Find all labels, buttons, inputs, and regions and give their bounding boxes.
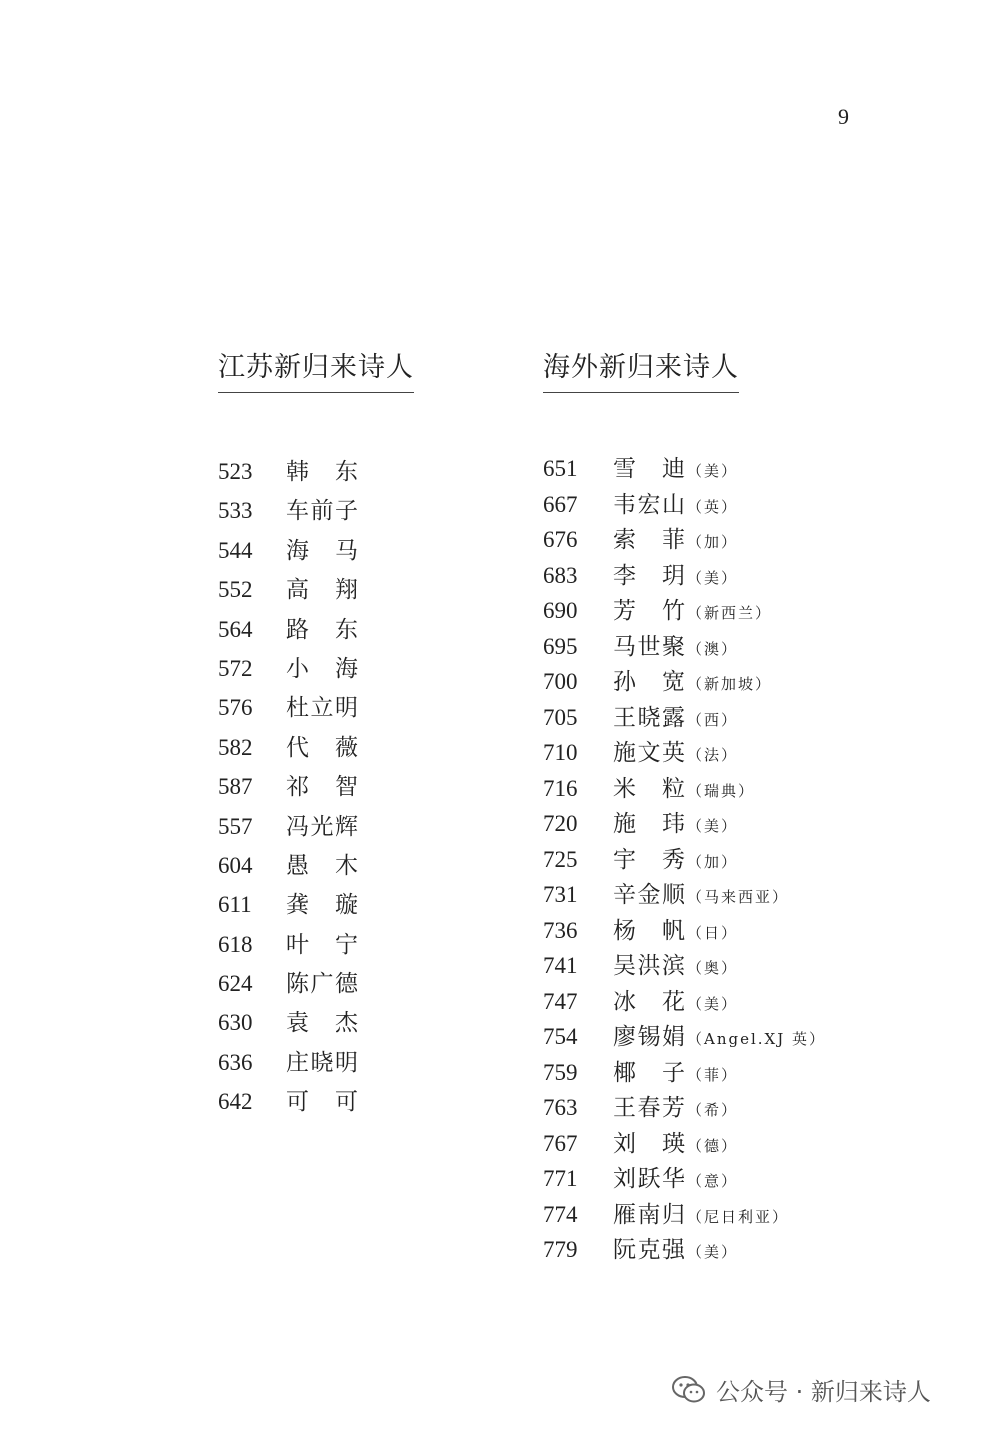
poet-entry (543, 1054, 826, 1090)
poet-country: （美） (687, 994, 739, 1013)
poet-entry (218, 453, 358, 492)
poet-name: 海马 (286, 537, 358, 564)
poet-entry (543, 1125, 826, 1161)
poet-name: 王晓露 (613, 704, 685, 731)
poet-number: 725 (543, 846, 578, 872)
poet-number: 576 (218, 695, 253, 721)
poet-number: 700 (543, 669, 578, 694)
poet-country: （美） (687, 1243, 739, 1261)
poet-name: 刘跃华 (613, 1166, 685, 1192)
poet-number: 779 (543, 1237, 578, 1262)
poet-number: 651 (543, 456, 578, 481)
poet-number: 564 (218, 616, 253, 642)
poet-name: 王春芳 (613, 1095, 685, 1121)
poet-name: 龚璇 (286, 892, 358, 919)
poet-country: （菲） (687, 1065, 739, 1084)
poet-number: 604 (218, 852, 253, 878)
poet-country: （奥） (687, 959, 739, 977)
poet-country: （新西兰） (687, 604, 773, 622)
poet-number: 767 (543, 1130, 578, 1156)
poet-entry (543, 486, 826, 522)
poet-name: 代薇 (286, 734, 358, 761)
poet-number: 582 (218, 734, 253, 760)
poet-name: 孙宽 (613, 669, 685, 695)
poet-country: （法） (687, 746, 739, 764)
poet-entry (543, 1018, 826, 1054)
poet-entry (543, 699, 826, 735)
poet-number: 695 (543, 633, 578, 659)
poet-entry (543, 557, 826, 593)
poet-name: 索菲 (613, 527, 685, 553)
poet-name: 韦宏山 (613, 491, 685, 518)
poet-number: 676 (543, 527, 578, 552)
poet-entry (218, 847, 358, 886)
poet-name: 吴洪滨 (613, 953, 685, 979)
poet-name: 辛金顺 (613, 882, 685, 908)
poet-country: （加） (687, 852, 739, 871)
poet-country: （意） (687, 1172, 739, 1190)
poet-number: 624 (218, 971, 253, 997)
poet-name: 陈广德 (286, 971, 358, 998)
poet-number: 611 (218, 892, 252, 918)
poet-name: 杜立明 (286, 695, 358, 722)
poet-country: （加） (687, 533, 739, 551)
poet-country: （澳） (687, 639, 739, 658)
poet-name: 雪迪 (613, 456, 685, 482)
poet-entry (543, 1196, 826, 1232)
jiangsu-title: 江苏新归来诗人 (218, 345, 414, 393)
poet-entry (543, 734, 826, 770)
poet-number: 716 (543, 775, 578, 801)
poet-entry (543, 1089, 826, 1125)
poet-entry (543, 770, 826, 806)
overseas-title: 海外新归来诗人 (543, 345, 739, 393)
poet-country: （马来西亚） (687, 888, 790, 906)
poet-name: 刘瑛 (613, 1130, 685, 1157)
poet-number: 523 (218, 459, 253, 484)
poet-name: 米粒 (613, 775, 685, 802)
poet-entry (543, 912, 826, 948)
poet-entry (218, 571, 358, 610)
poet-name: 愚木 (286, 852, 358, 879)
poet-entry (543, 876, 826, 912)
poet-number: 690 (543, 598, 578, 623)
poet-number: 572 (218, 655, 253, 681)
poet-name: 小海 (286, 655, 358, 682)
poet-entry (543, 805, 826, 841)
poet-entry (218, 689, 358, 728)
poet-number: 557 (218, 813, 253, 839)
poet-entry (218, 492, 358, 531)
poet-entry (218, 1083, 358, 1122)
poet-entry (543, 628, 826, 664)
poet-entry (543, 1231, 826, 1267)
poet-country: （西） (687, 710, 739, 729)
poet-name: 雁南归 (613, 1201, 685, 1228)
poet-number: 636 (218, 1049, 253, 1075)
poet-number: 683 (543, 562, 578, 588)
poet-name: 椰子 (613, 1059, 685, 1086)
poet-number: 667 (543, 491, 578, 517)
poet-number: 754 (543, 1024, 578, 1049)
overseas-poet-list (543, 450, 826, 1267)
poet-country: （美） (687, 568, 739, 587)
poet-number: 587 (218, 774, 253, 800)
poet-number: 720 (543, 811, 578, 836)
poet-country: （Angel.XJ 英） (687, 1030, 826, 1048)
poet-entry (543, 947, 826, 983)
poet-entry (218, 532, 358, 571)
poet-number: 759 (543, 1059, 578, 1085)
poet-entry (543, 983, 826, 1019)
jiangsu-section (218, 345, 414, 1116)
poet-name: 车前子 (286, 498, 358, 525)
poet-number: 544 (218, 537, 253, 563)
poet-name: 冯光辉 (286, 813, 358, 840)
poet-country: （尼日利亚） (687, 1207, 790, 1226)
poet-number: 630 (218, 1010, 253, 1036)
overseas-section (543, 345, 826, 1263)
poet-name: 路东 (286, 616, 358, 643)
poet-name: 可可 (286, 1089, 358, 1116)
poet-number: 771 (543, 1166, 578, 1191)
poet-country: （美） (687, 817, 739, 835)
poet-number: 533 (218, 498, 253, 524)
poet-name: 庄晓明 (286, 1049, 358, 1076)
poet-number: 705 (543, 704, 578, 730)
poet-entry (218, 926, 358, 965)
poet-number: 747 (543, 988, 578, 1014)
poet-number: 552 (218, 577, 253, 603)
poet-name: 祁智 (286, 774, 358, 801)
poet-country: （日） (687, 923, 739, 942)
poet-name: 廖锡娟 (613, 1024, 685, 1050)
poet-entry (218, 611, 358, 650)
poet-name: 阮克强 (613, 1237, 685, 1263)
poet-country: （美） (687, 462, 739, 480)
poet-name: 马世聚 (613, 633, 685, 660)
poet-entry (218, 650, 358, 689)
poet-number: 774 (543, 1201, 578, 1227)
poet-name: 韩东 (286, 459, 358, 485)
poet-name: 高翔 (286, 577, 358, 604)
poet-entry (218, 768, 358, 807)
poet-entry (543, 663, 826, 699)
poet-name: 冰花 (613, 988, 685, 1015)
poet-entry (218, 1044, 358, 1083)
poet-name: 宇秀 (613, 846, 685, 873)
poet-country: （希） (687, 1101, 739, 1119)
poet-entry (543, 592, 826, 628)
poet-name: 施文英 (613, 740, 685, 766)
poet-name: 李玥 (613, 562, 685, 589)
poet-number: 618 (218, 931, 253, 957)
poet-entry (218, 1004, 358, 1043)
poet-entry (218, 729, 358, 768)
poet-number: 763 (543, 1095, 578, 1120)
poet-entry (543, 521, 826, 557)
poet-number: 642 (218, 1089, 253, 1115)
poet-entry (218, 808, 358, 847)
poet-entry (218, 886, 358, 925)
poet-name: 叶宁 (286, 931, 358, 958)
wechat-icon (672, 1375, 706, 1405)
jiangsu-poet-list (218, 453, 358, 1123)
poet-entry (543, 450, 826, 486)
poet-name: 芳竹 (613, 598, 685, 624)
poet-name: 袁杰 (286, 1010, 358, 1037)
poet-entry (218, 965, 358, 1004)
poet-number: 731 (543, 882, 578, 907)
poet-entry (543, 841, 826, 877)
poet-name: 施玮 (613, 811, 685, 837)
page-number: 9 (838, 104, 849, 129)
watermark (672, 1372, 931, 1407)
poet-country: （英） (687, 497, 739, 516)
poet-number: 710 (543, 740, 578, 765)
poet-name: 杨帆 (613, 917, 685, 944)
watermark-text: 公众号 · 新归来诗人 (716, 1378, 931, 1406)
poet-number: 736 (543, 917, 578, 943)
poet-country: （瑞典） (687, 781, 756, 800)
poet-number: 741 (543, 953, 578, 978)
poet-country: （新加坡） (687, 675, 773, 693)
poet-country: （德） (687, 1136, 739, 1155)
poet-entry (543, 1160, 826, 1196)
